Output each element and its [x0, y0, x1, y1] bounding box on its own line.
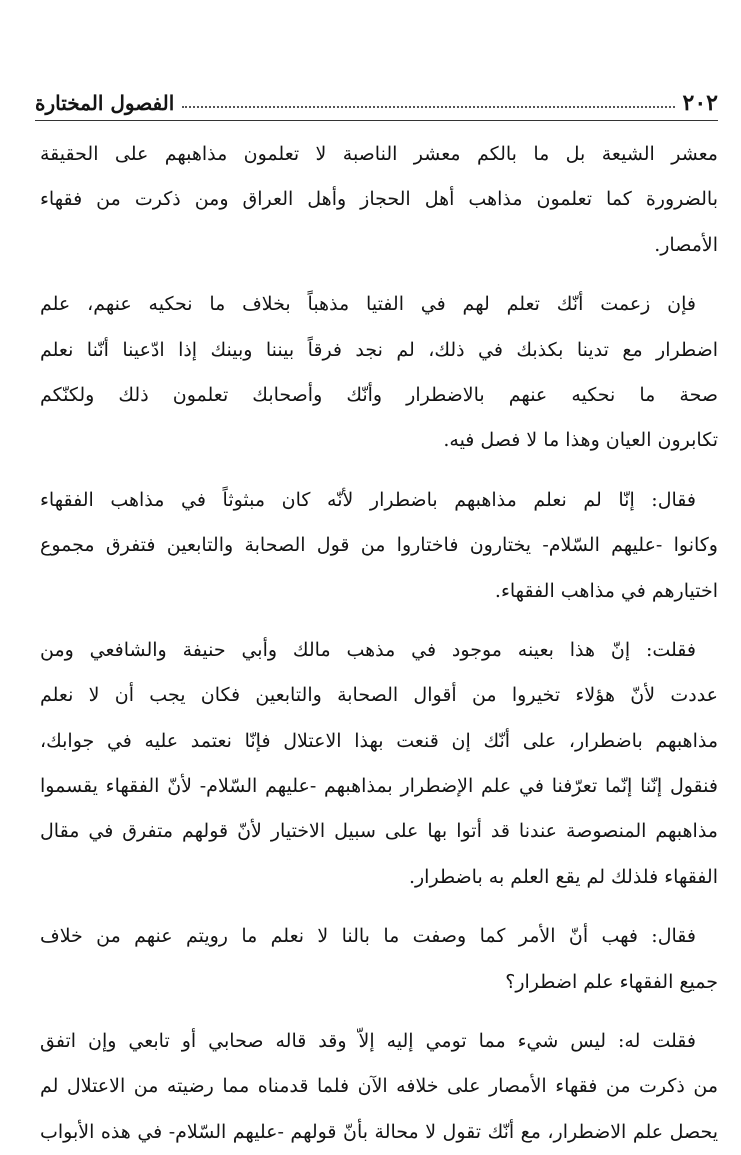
text-line: فقال: إنّا لم نعلم مذاهبهم باضطرار لأنّه كان مبثوثاً في مذاهب الفقهاء [40, 488, 696, 511]
header-rule [35, 120, 718, 121]
text-line: اضطرار مع تدينا بكذبك في ذلك، لم نجد فرقاً بيننا وبينك إذا ادّعينا أنّنا نعلم [40, 338, 718, 361]
text-line: جميع الفقهاء علم اضطرار؟ [505, 970, 718, 993]
header-leader-dots [182, 106, 674, 108]
text-line: معشر الشيعة بل ما بالكم معشر الناصبة لا تعلمون مذاهبهم على الحقيقة [40, 143, 718, 165]
text-line: الأمصار. [654, 233, 718, 256]
text-line: الفقهاء فلذلك لم يقع العلم به باضطرار. [408, 865, 718, 888]
text-line: فإن زعمت أنّك تعلم لهم في الفتيا مذهباً بخلاف ما نحكيه عنهم، علم [40, 293, 696, 316]
text-line: يحصل علم الاضطرار، مع أنّك تقول لا محالة بأنّ قولهم -عليهم السّلام- في هذه الأبواب [40, 1120, 718, 1143]
text-line: مذاهبهم المنصوصة عندنا قد أتوا بها على سبيل الاختيار لأنّ قولهم متفرق في مقال [40, 820, 718, 843]
running-title: الفصول المختارة [35, 91, 175, 115]
text-line: وكانوا -عليهم السّلام- يختارون فاختاروا من قول الصحابة والتابعين فتفرق مجموع [40, 534, 718, 557]
text-line: عددت لأنّ هؤلاء تخيروا من أقوال الصحابة والتابعين فكان يجب أن لا نعلم [40, 684, 718, 707]
text-line: اختيارهم في مذاهب الفقهاء. [494, 579, 718, 602]
text-line: بالضرورة كما تعلمون مذاهب أهل الحجاز وأهل العراق ومن ذكرت من فقهاء [40, 188, 718, 211]
page-number: ٢٠٢ [682, 90, 718, 116]
text-line: صحة ما نحكيه عنهم بالاضطرار وأنّك وأصحابك تعلمون ذلك ولكنّكم [40, 383, 718, 406]
text-line: فقال: فهب أنّ الأمر كما وصفت ما بالنا لا نعلم ما رويتم عنهم من خلاف [40, 925, 696, 948]
text-line: فقلت: إنّ هذا بعينه موجود في مذهب مالك وأبي حنيفة والشافعي ومن [40, 638, 696, 661]
text-line: مذاهبهم باضطرار، على أنّك إن قنعت بهذا الاعتلال فإنّا نعتمد عليه في جوابك، [40, 729, 718, 752]
text-line: فقلت له: ليس شيء مما تومي إليه إلاّ وقد قاله صحابي أو تابعي وإن اتفق [40, 1030, 696, 1053]
body-text [40, 132, 718, 1155]
page-header [35, 88, 718, 118]
text-line: فنقول إنّنا إنّما تعرّفنا في علم الإضطرار بمذاهبهم -عليهم السّلام- لأنّ الفقهاء يقسموا [40, 775, 718, 798]
text-line: تكابرون العيان وهذا ما لا فصل فيه. [443, 429, 718, 452]
text-line: من ذكرت من فقهاء الأمصار على خلافه الآن فلما قدمناه مما رضيته من الاعتلال لم [40, 1075, 718, 1098]
